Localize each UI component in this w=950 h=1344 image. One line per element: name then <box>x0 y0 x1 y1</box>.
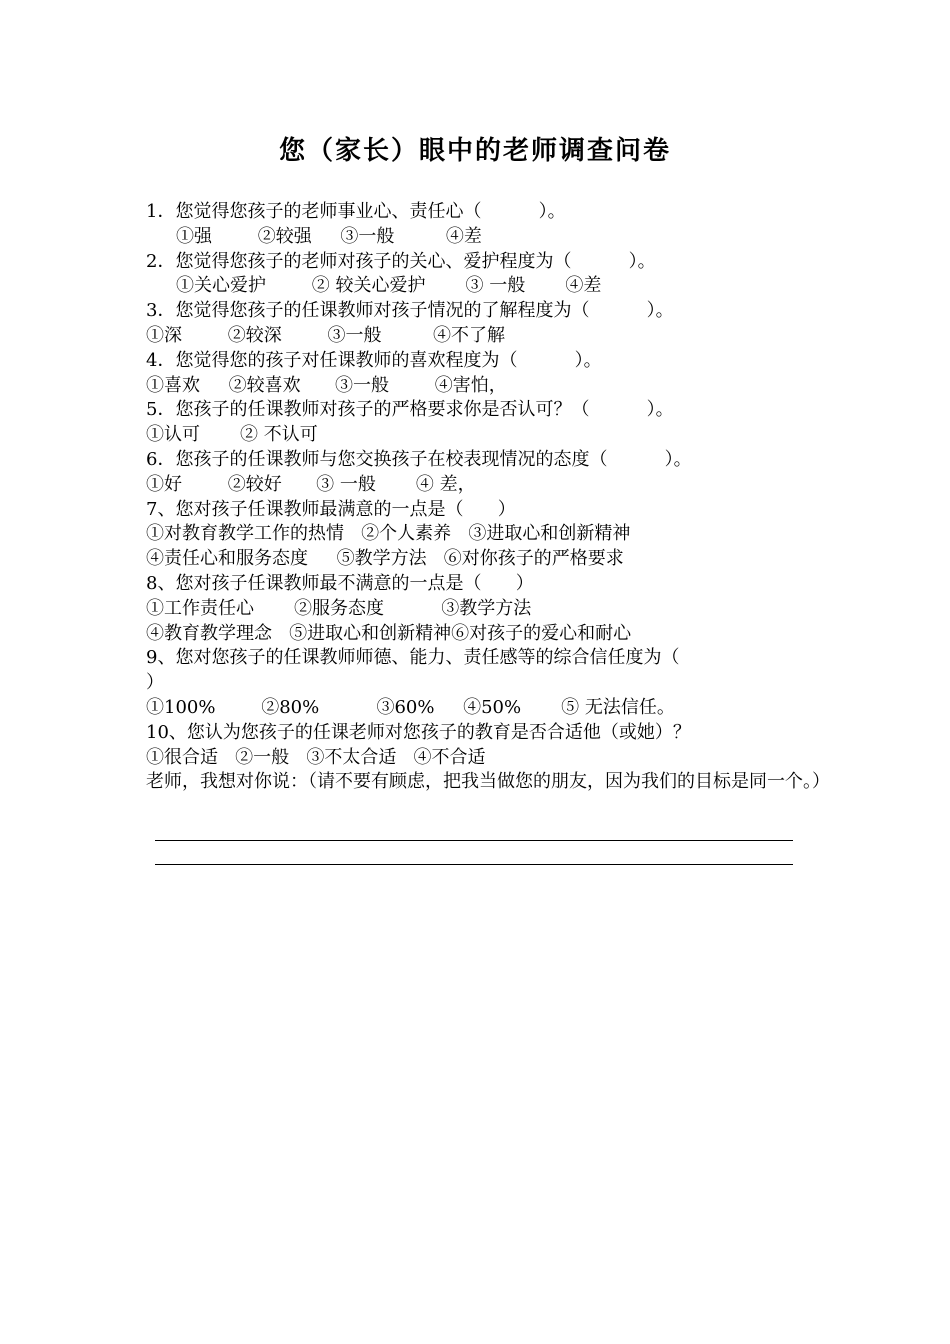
question-9: 9、您对您孩子的任课教师师德、能力、责任感等的综合信任度为（ <box>146 647 680 669</box>
answer-line[interactable] <box>155 864 793 865</box>
question-3-options: ①深 ②较深 ③一般 ④不了解 <box>146 324 506 346</box>
page-title: 您（家长）眼中的老师调查问卷 <box>278 136 671 166</box>
question-6: 6．您孩子的任课教师与您交换孩子在校表现情况的态度（ ）。 <box>146 448 692 470</box>
question-8-options-a: ①工作责任心 ②服务态度 ③教学方法 <box>146 597 532 619</box>
answer-line[interactable] <box>155 840 793 841</box>
question-2-options: ①关心爱护 ② 较关心爱护 ③ 一般 ④差 <box>176 275 602 297</box>
question-8-options-b: ④教育教学理念 ⑤进取心和创新精神⑥对孩子的爱心和耐心 <box>146 622 632 644</box>
question-4: 4．您觉得您的孩子对任课教师的喜欢程度为（ ）。 <box>146 349 602 371</box>
question-8: 8、您对孩子任课教师最不满意的一点是（ ） <box>146 572 534 594</box>
question-9-options: ①100% ②80% ③60% ④50% ⑤ 无法信任。 <box>146 696 675 718</box>
question-1-options: ①强 ②较强 ③一般 ④差 <box>176 225 482 247</box>
question-9-continued: ） <box>146 672 164 694</box>
question-5: 5．您孩子的任课教师对孩子的严格要求你是否认可？（ ）。 <box>146 399 674 421</box>
message-to-teacher: 老师，我想对你说：（请不要有顾虑，把我当做您的朋友，因为我们的目标是同一个。） <box>146 771 830 793</box>
question-10: 10、您认为您孩子的任课老师对您孩子的教育是否合适他（或她）？ <box>146 721 691 743</box>
question-7-options-b: ④责任心和服务态度 ⑤教学方法 ⑥对你孩子的严格要求 <box>146 548 624 570</box>
question-7-options-a: ①对教育教学工作的热情 ②个人素养 ③进取心和创新精神 <box>146 523 631 545</box>
question-2: 2．您觉得您孩子的老师对孩子的关心、爱护程度为（ ）。 <box>146 250 656 272</box>
questionnaire-body <box>146 200 830 795</box>
question-1: 1．您觉得您孩子的老师事业心、责任心（ ）。 <box>146 201 566 222</box>
question-6-options: ①好 ②较好 ③ 一般 ④ 差， <box>146 473 476 495</box>
question-5-options: ①认可 ② 不认可 <box>146 424 318 446</box>
question-3: 3．您觉得您孩子的任课教师对孩子情况的了解程度为（ ）。 <box>146 300 674 322</box>
question-4-options: ①喜欢 ②较喜欢 ③一般 ④害怕， <box>146 374 507 396</box>
question-10-options: ①很合适 ②一般 ③不太合适 ④不合适 <box>146 746 486 768</box>
question-7: 7、您对孩子任课教师最满意的一点是（ ） <box>146 498 516 520</box>
answer-lines <box>155 840 793 888</box>
